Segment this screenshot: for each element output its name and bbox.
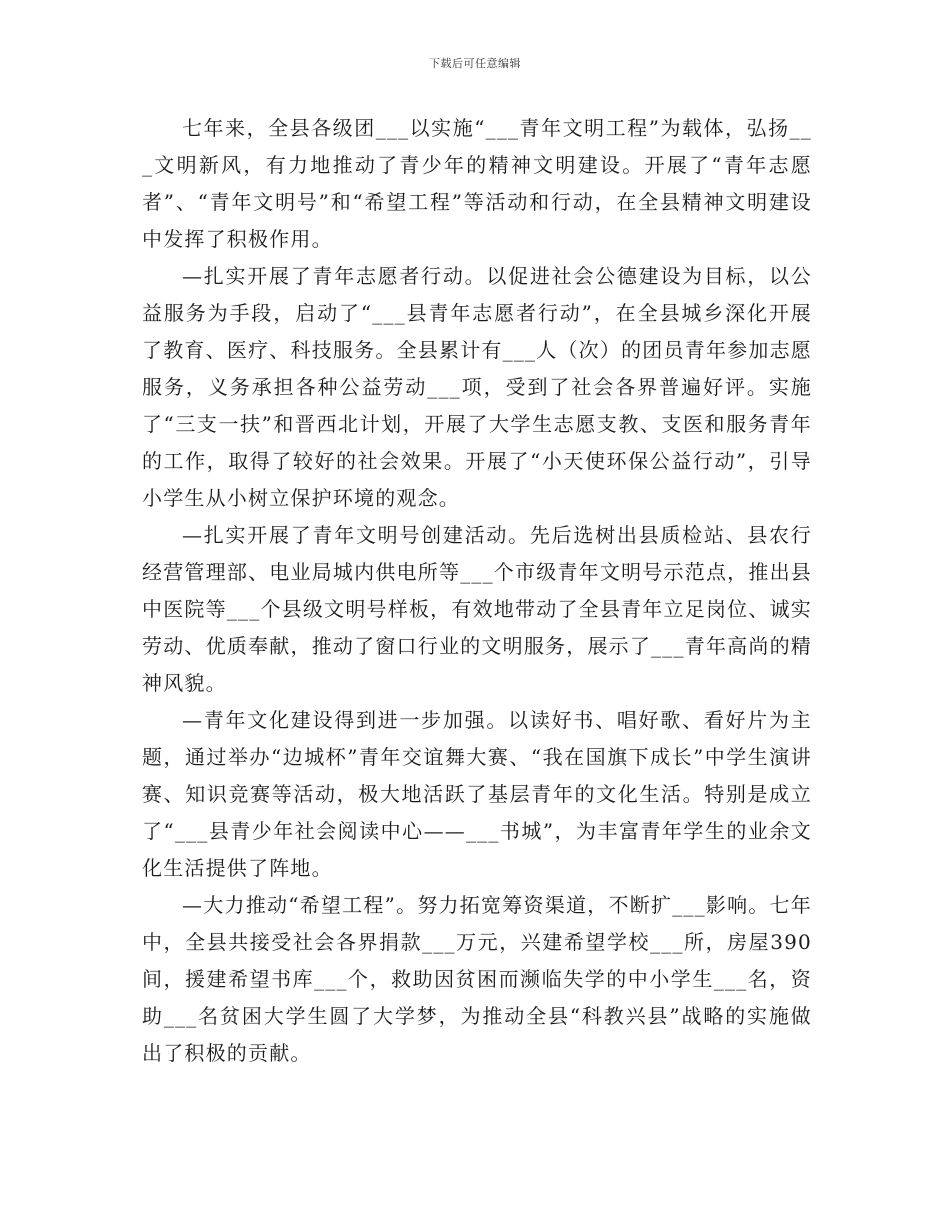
paragraph-hope-project: —大力推动“希望工程”。努力拓宽筹资渠道，不断扩___影响。七年中，全县共接受社会各界捐款___万元，兴建希望学校___所，房屋390间，援建希望书库___个，救助因贫困而濒临失学的中小学生___名，资助___名贫困大学生圆了大学梦，为推动全县“科教兴县”战略的实施做出了积极的贡献。: [142, 893, 812, 1065]
paragraph-intro: 七年来，全县各级团___以实施“___青年文明工程”为载体，弘扬___文明新风，有力地推动了青少年的精神文明建设。开展了“青年志愿者”、“青年文明号”和“希望工程”等活动和行动，在全县精神文明建设中发挥了积极作用。: [142, 116, 812, 251]
paragraph-youth-culture: —青年文化建设得到进一步加强。以读好书、唱好歌、看好片为主题，通过举办“边城杯”青年交谊舞大赛、“我在国旗下成长”中学生演讲赛、知识竞赛等活动，极大地活跃了基层青年的文化生活。特别是成立了“___县青少年社会阅读中心——___书城”，为丰富青年学生的业余文化生活提供了阵地。: [142, 708, 812, 880]
paragraph-volunteer: —扎实开展了青年志愿者行动。以促进社会公德建设为目标，以公益服务为手段，启动了“___县青年志愿者行动”，在全县城乡深化开展了教育、医疗、科技服务。全县累计有___人（次）的团员青年参加志愿服务，义务承担各种公益劳动___项，受到了社会各界普遍好评。实施了“三支一扶”和晋西北计划，开展了大学生志愿支教、支医和服务青年的工作，取得了较好的社会效果。开展了“小天使环保公益行动”，引导小学生从小树立保护环境的观念。: [142, 264, 812, 510]
document-body: [142, 110, 812, 1072]
page-header: 下载后可任意编辑: [429, 57, 521, 70]
paragraph-civilization-post: —扎实开展了青年文明号创建活动。先后选树出县质检站、县农行经营管理部、电业局城内供电所等___个市级青年文明号示范点，推出县中医院等___个县级文明号样板，有效地带动了全县青年立足岗位、诚实劳动、优质奉献，推动了窗口行业的文明服务，展示了___青年高尚的精神风貌。: [142, 523, 812, 695]
